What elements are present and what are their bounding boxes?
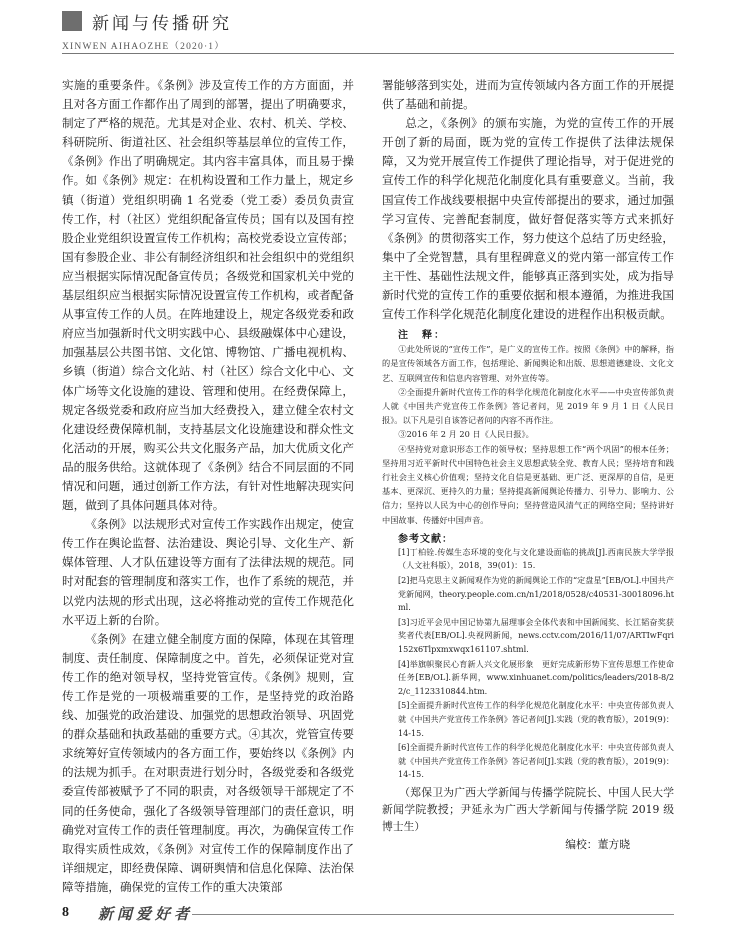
author-affiliation: （郑保卫为广西大学新闻与传播学院院长、中国人民大学新闻学院教授；尹延永为广西大学新闻与传播学院 2019 级博士生） (382, 785, 674, 833)
body-paragraph: 实施的重要条件。《条例》涉及宣传工作的方方面面，并且对各方面工作都作出了周到的部署，提出了明确要求，制定了严格的规范。尤其是对企业、农村、机关、学校、科研院所、街道社区、社会组织等基层单位的宣传工作，《条例》作出了明确规定。其内容丰富具体，而且易于操作。如《条例》规定：在机构设置和工作力量上，规定乡镇（街道）党组织明确 1 名党委（党工委）委员负责宣传工作，村（社区）党组织配备宣传员；国有以及国有控股企业党组织设置宣传工作机构；高校党委设立宣传部；国有参股企业、非公有制经济组织和社会组织中的党组织应当根据实际情况配备宣传员；各级党和国家机关中党的基层组织应当根据实际情况设置宣传工作机构，或者配备从事宣传工作的人员。在阵地建设上，规定各级党委和政府应当加强新时代文明实践中心、县级融媒体中心建设，加强基层公共图书馆、文化馆、博物馆、广播电视机构、乡镇（街道）综合文化站、村（社区）综合文化中心、文体广场等文化设施的建设、管理和使用。在经费保障上，规定各级党委和政府应当加大经费投入，建立健全农村文化建设经费保障机制，支持基层文化设施建设和群众性文化活动的开展，购买公共文化服务产品，加大优质文化产品的服务供给。这就体现了《条例》结合不同层面的不同情况和问题，通过创新工作方法，有针对性地解决现实问题，做到了具体问题具体对待。 (62, 78, 354, 513)
notes-heading: 注 释： (398, 330, 446, 342)
reference-item: [4]举旗帜聚民心育新人兴文化展形象 更好完成新形势下宣传思想工作使命任务[EB/OL].新华网，www.xinhuanet.com/politics/leaders/2018-8/22/c_1123310844.htm. (398, 658, 674, 696)
note-item: ②全面提升新时代宣传工作的科学化规范化制度化水平——中央宣传部负责人就《中国共产党宣传工作条例》答记者问，见 2019 年 9 月 1 日《人民日报》。以下凡是引自该答记者问的内容不再作注。 (382, 386, 674, 426)
reference-item: [1]丁柏铨.传媒生态环境的变化与文化建设面临的挑战[J].西南民族大学学报（人文社科版），2018，39(01)：15. (398, 546, 674, 571)
journal-section-title: 新闻与传播研究 (92, 14, 232, 34)
right-column (382, 76, 674, 852)
note-item: ③2016 年 2 月 20 日《人民日报》。 (398, 429, 534, 440)
editor-credit: 编校：董方晓 (565, 837, 630, 851)
header-divider (62, 53, 674, 54)
left-column (62, 76, 354, 897)
journal-issue-subtitle: XINWEN AIHAOZHE（2020·1） (62, 42, 225, 52)
reference-item: [5]全面提升新时代宣传工作的科学化规范化制度化水平：中央宣传部负责人就《中国共产党宣传工作条例》答记者问[J].实践（党的教育版），2019(9)：14-15. (398, 700, 674, 738)
header-block-icon (62, 11, 82, 31)
body-paragraph: 《条例》在建立健全制度方面的保障，体现在其管理制度、责任制度、保障制度之中。首先，必须保证党对宣传工作的绝对领导权，坚持党管宣传。《条例》规则，宣传工作是党的一项极端重要的工作，是坚持党的政治路线、加强党的政治建设、加强党的思想政治领导、巩固党的群众基础和执政基础的重要方式。④其次，党管宣传要求统筹好宣传领域内的各方面工作，要始终以《条例》内的法规为抓手。在对职责进行划分时，各级党委和各级党委宣传部被赋予了不同的职责，对各级领导干部规定了不同的任务使命，强化了各级领导管理部门的责任意识，明确党对宣传工作的责任管理制度。再次，为确保宣传工作取得实质性成效，《条例》对宣传工作的保障制度作出了详细规定，即经费保障、调研舆情和信息化保障、法治保障等措施，确保党的宣传工作的重大决策部 (62, 631, 354, 894)
body-paragraph: 署能够落到实处，进而为宣传领域内各方面工作的开展提供了基础和前提。 (382, 78, 674, 112)
publication-name: 新闻爱好者 (98, 905, 194, 923)
reference-item: [2]把马克思主义新闻观作为党的新闻舆论工作的“定盘星”[EB/OL].中国共产党新闻网，theory.people.com.cn/n1/2018/0528/c40531-30018096.html. (398, 575, 674, 613)
body-paragraph: 《条例》以法规形式对宣传工作实践作出规定，使宣传工作在舆论监督、法治建设、舆论引导、文化生产、新媒体管理、人才队伍建设等方面有了法律法规的规范。同时对配套的管理制度和落实工作，也作了系统的规范，并以党内法规的形式出现，这必将推动党的宣传工作规范化水平迈上新的台阶。 (62, 517, 354, 627)
summary-paragraph: 总之，《条例》的颁布实施，为党的宣传工作的开展开创了新的局面，既为党的宣传工作提供了法律法规保障，又为党开展宣传工作提供了理论指导，对于促进党的宣传工作的科学化规范化制度化具有重要意义。当前，我国宣传工作战线要根据中央宣传部提出的要求，通过加强学习宣传、完善配套制度，做好督促落实等方式来抓好《条例》的贯彻落实工作，努力使这个总结了历史经验，集中了全党智慧，具有里程碑意义的党内第一部宣传工作主干性、基础性法规文件，能够真正落到实处，成为指导新时代党的宣传工作的重要依据和根本遵循，为推进我国宣传工作科学化规范化制度化建设的进程作出积极贡献。 (382, 116, 674, 322)
note-item: ①此处所说的“宣传工作”，是广义的宣传工作。按照《条例》中的解释，指的是宣传领域各方面工作，包括理论、新闻舆论和出版、思想道德建设、文化文艺、互联网宣传和信息内容管理、对外宣传等。 (382, 344, 674, 383)
reference-item: [6]全面提升新时代宣传工作的科学化规范化制度化水平：中央宣传部负责人就《中国共产党宣传工作条例》答记者问[J].实践（党的教育版），2019(9)：14-15. (398, 742, 674, 780)
footer-divider (192, 914, 674, 915)
references-heading: 参考文献： (398, 533, 453, 545)
page-number: 8 (62, 905, 69, 920)
reference-item: [3]习近平会见中国记协第九届理事会全体代表和中国新闻奖、长江韬奋奖获奖者代表[EB/OL].央视网新闻，news.cctv.com/2016/11/07/ARTIwFqri152x6Tlpxmxwqx161107.shtml. (398, 616, 674, 655)
note-item: ④坚持党对意识形态工作的领导权；坚持思想工作“两个巩固”的根本任务；坚持用习近平新时代中国特色社会主义思想武装全党、教育人民；坚持培育和践行社会主义核心价值观；坚持文化自信是更基础、更广泛、更深厚的自信，是更基本、更深沉、更持久的力量；坚持提高新闻舆论传播力、引导力、影响力、公信力；坚持以人民为中心的创作导向；坚持营造风清气正的网络空间；坚持讲好中国故事、传播好中国声音。 (382, 443, 674, 525)
